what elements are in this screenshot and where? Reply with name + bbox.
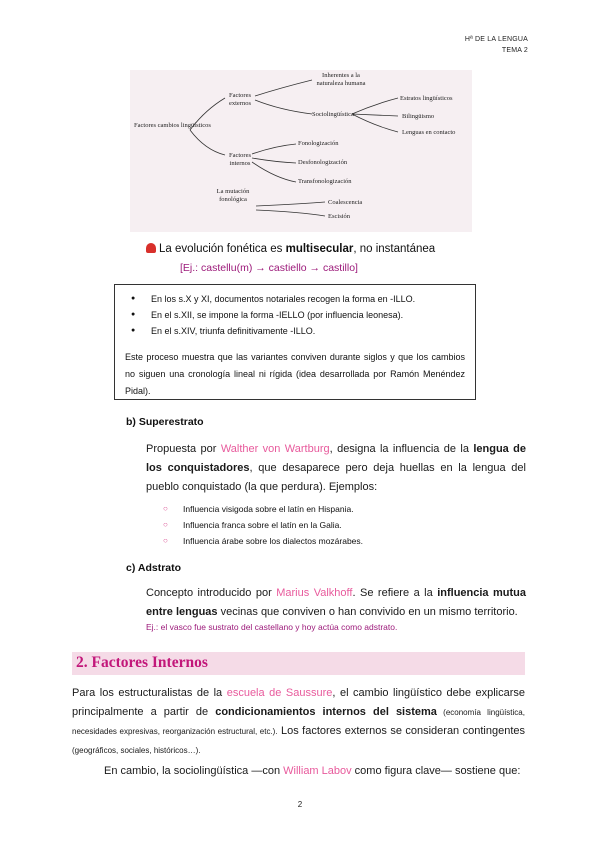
author-link[interactable]: Walther von Wartburg: [220, 443, 330, 455]
superestrato-heading: b) Superestrato: [126, 416, 204, 428]
list-item: ○ Influencia árabe sobre los dialectos mozárabes.: [163, 533, 363, 549]
diagram-transfonologizacion: Transfonologización: [298, 178, 352, 185]
factors-tree-diagram: [130, 70, 472, 232]
evolution-box: [114, 284, 476, 400]
list-item: ○ Influencia visigoda sobre el latín en Hispania.: [163, 501, 363, 517]
superestrato-paragraph: Propuesta por Walther von Wartburg, designa la influencia de la lengua de los conquistadores, que desaparece pero deja huellas en la lengua del pueblo conquistado (la que perdura). Ejemplos:: [146, 443, 527, 493]
diagram-desfonologizacion: Desfonologización: [298, 159, 348, 166]
diagram-coalescencia: Coalescencia: [328, 199, 363, 206]
castillo-example: [Ej.: castellu(m) → castiello → castillo]: [180, 262, 358, 274]
phonetic-evolution-note: La evolución fonética es multisecular, no instantánea: [146, 243, 435, 255]
list-item: ● En el s.XII, se impone la forma -IELLO (por influencia leonesa).: [129, 307, 415, 323]
saussure-link[interactable]: escuela de Saussure: [226, 687, 333, 699]
adstrato-heading: c) Adstrato: [126, 562, 182, 574]
diagram-internos: Factores internos: [228, 152, 252, 167]
header-subject: Hª DE LA LENGUA: [464, 36, 528, 43]
adstrato-example: Ej.: el vasco fue sustrato del castellano y hoy actúa como adstrato.: [146, 622, 398, 632]
box-paragraph: Este proceso muestra que las variantes conviven durante siglos y que los cambios no siguen una cronología lineal ni rígida (idea desarrollada por Ramón Menéndez Pidal).: [125, 352, 465, 396]
diagram-bilinguismo: Bilingüismo: [402, 113, 435, 120]
adstrato-paragraph: Concepto introducido por Marius Valkhoff. Se refiere a la influencia mutua entre lenguas vecinas que conviven o han convivido en un mismo territorio.: [146, 587, 527, 618]
author-link[interactable]: Marius Valkhoff: [276, 587, 353, 599]
diagram-mutacion: La mutación fonológica: [216, 188, 250, 203]
section2-paragraph: Para los estructuralistas de la escuela de Saussure, el cambio lingüístico debe explicarse principalmente a partir de condicionamientos internos del sistema (economía lingüística, necesidades expresivas, reorganización estructural, etc.). Los factores externos se consideran contingentes (geográficos, sociales, históricos…).: [72, 687, 526, 755]
diagram-root: Factores cambios lingüísticos: [134, 122, 211, 129]
superestrato-examples: [163, 501, 363, 549]
diagram-inherentes: Inherentes a la naturaleza humana: [316, 72, 366, 87]
section-title: 2. Factores Internos: [76, 654, 208, 671]
diagram-socio: Sociolingüística: [312, 111, 354, 118]
diagram-contacto: Lenguas en contacto: [402, 129, 456, 136]
list-item: ● En los s.X y XI, documentos notariales recogen la forma en -ILLO.: [129, 291, 415, 307]
diagram-fonologizacion: Fonologización: [298, 140, 339, 147]
list-item: ○ Influencia franca sobre el latín en la Galia.: [163, 517, 363, 533]
evolution-list: [129, 291, 415, 339]
diagram-escision: Escisión: [328, 213, 351, 220]
page-number: 2: [297, 800, 303, 809]
list-item: ● En el s.XIV, triunfa definitivamente -ILLO.: [129, 323, 415, 339]
section2-paragraph-2: En cambio, la sociolingüística —con William Labov como figura clave— sostiene que:: [104, 765, 521, 777]
diagram-estratos: Estratos lingüísticos: [400, 95, 453, 102]
labov-link[interactable]: William Labov: [283, 765, 352, 777]
header-topic: TEMA 2: [501, 47, 528, 54]
siren-icon: [146, 243, 156, 253]
section-heading-band: [72, 652, 525, 675]
diagram-externos: Factores externos: [228, 92, 252, 107]
running-header: [465, 34, 528, 56]
